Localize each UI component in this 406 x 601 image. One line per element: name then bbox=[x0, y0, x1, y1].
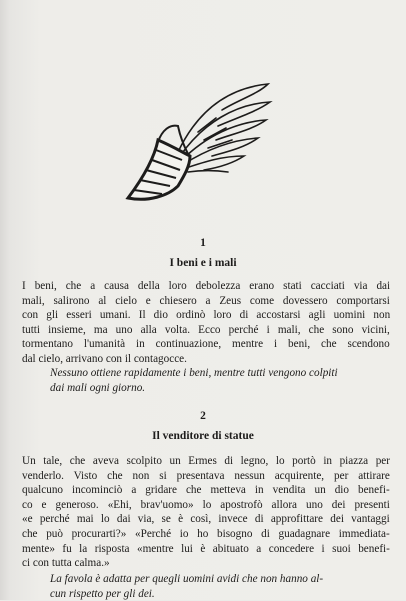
fable-1-moral-line: Nessuno ottiene rapidamente i beni, mentre tutti vengono colpiti bbox=[50, 367, 338, 379]
fable-1-line: tutti insieme, ma uno alla volta. Ecco perché i mali, che sono vicini, bbox=[22, 323, 390, 336]
fable-2-moral-line: cun rispetto per gli dei. bbox=[50, 587, 155, 600]
fable-2-moral-line: La favola è adatta per quegli uomini avidi che non hanno al- bbox=[50, 573, 324, 585]
fable-2-text bbox=[22, 454, 390, 571]
fable-2-number: 2 bbox=[200, 410, 206, 422]
winged-sandal-icon bbox=[118, 70, 278, 205]
fable-2-line: che può procurarti?» «Perché io ho bisogno di guadagnare immediata- bbox=[22, 527, 390, 540]
fable-1-title: I beni e i mali bbox=[169, 257, 237, 269]
fable-2-line: qualcuno incominciò a gridare che metteva in vendita un dio benefi- bbox=[22, 484, 390, 497]
fable-1-line: con gli esseri umani. Il dio ordinò loro di accostarsi agli uomini non bbox=[22, 309, 391, 322]
fable-2-line: ci con tutta calma.» bbox=[22, 557, 110, 570]
fable-1-line: dal cielo, arrivano con il contagocce. bbox=[22, 352, 187, 365]
fable-1-line: mali, salirono al cielo e chiesero a Zeus come dovessero comportarsi bbox=[22, 294, 390, 307]
fable-2-line: Un tale, che aveva scolpito un Ermes di legno, lo portò in piazza per bbox=[22, 455, 391, 467]
fable-1-moral-line: dai mali ogni giorno. bbox=[50, 381, 146, 394]
fable-2-line: venderlo. Visto che non si presentava nessun acquirente, per attirare bbox=[22, 469, 390, 482]
fable-2-title: Il venditore di statue bbox=[152, 430, 254, 442]
fable-2-line: co e generoso. «Ehi, brav'uomo» lo apostrofò allora uno dei presenti bbox=[22, 498, 390, 511]
fable-1-moral bbox=[50, 366, 390, 395]
fable-2-line: «e perché mai lo dai via, se è così, invece di approfittare dei vantaggi bbox=[22, 513, 390, 526]
fable-1-line: tormentano l'umanità in continuazione, mentre i beni, che scendono bbox=[22, 338, 390, 351]
fable-1-line: I beni, che a causa della loro debolezza erano stati cacciati via dai bbox=[22, 280, 391, 292]
fable-2-line: mente» fu la risposta «mentre lui è abituato a concedere i suoi benefi- bbox=[22, 542, 390, 555]
fable-1-text bbox=[22, 279, 390, 367]
fable-1-number: 1 bbox=[200, 237, 206, 249]
fable-2-moral bbox=[50, 572, 390, 601]
